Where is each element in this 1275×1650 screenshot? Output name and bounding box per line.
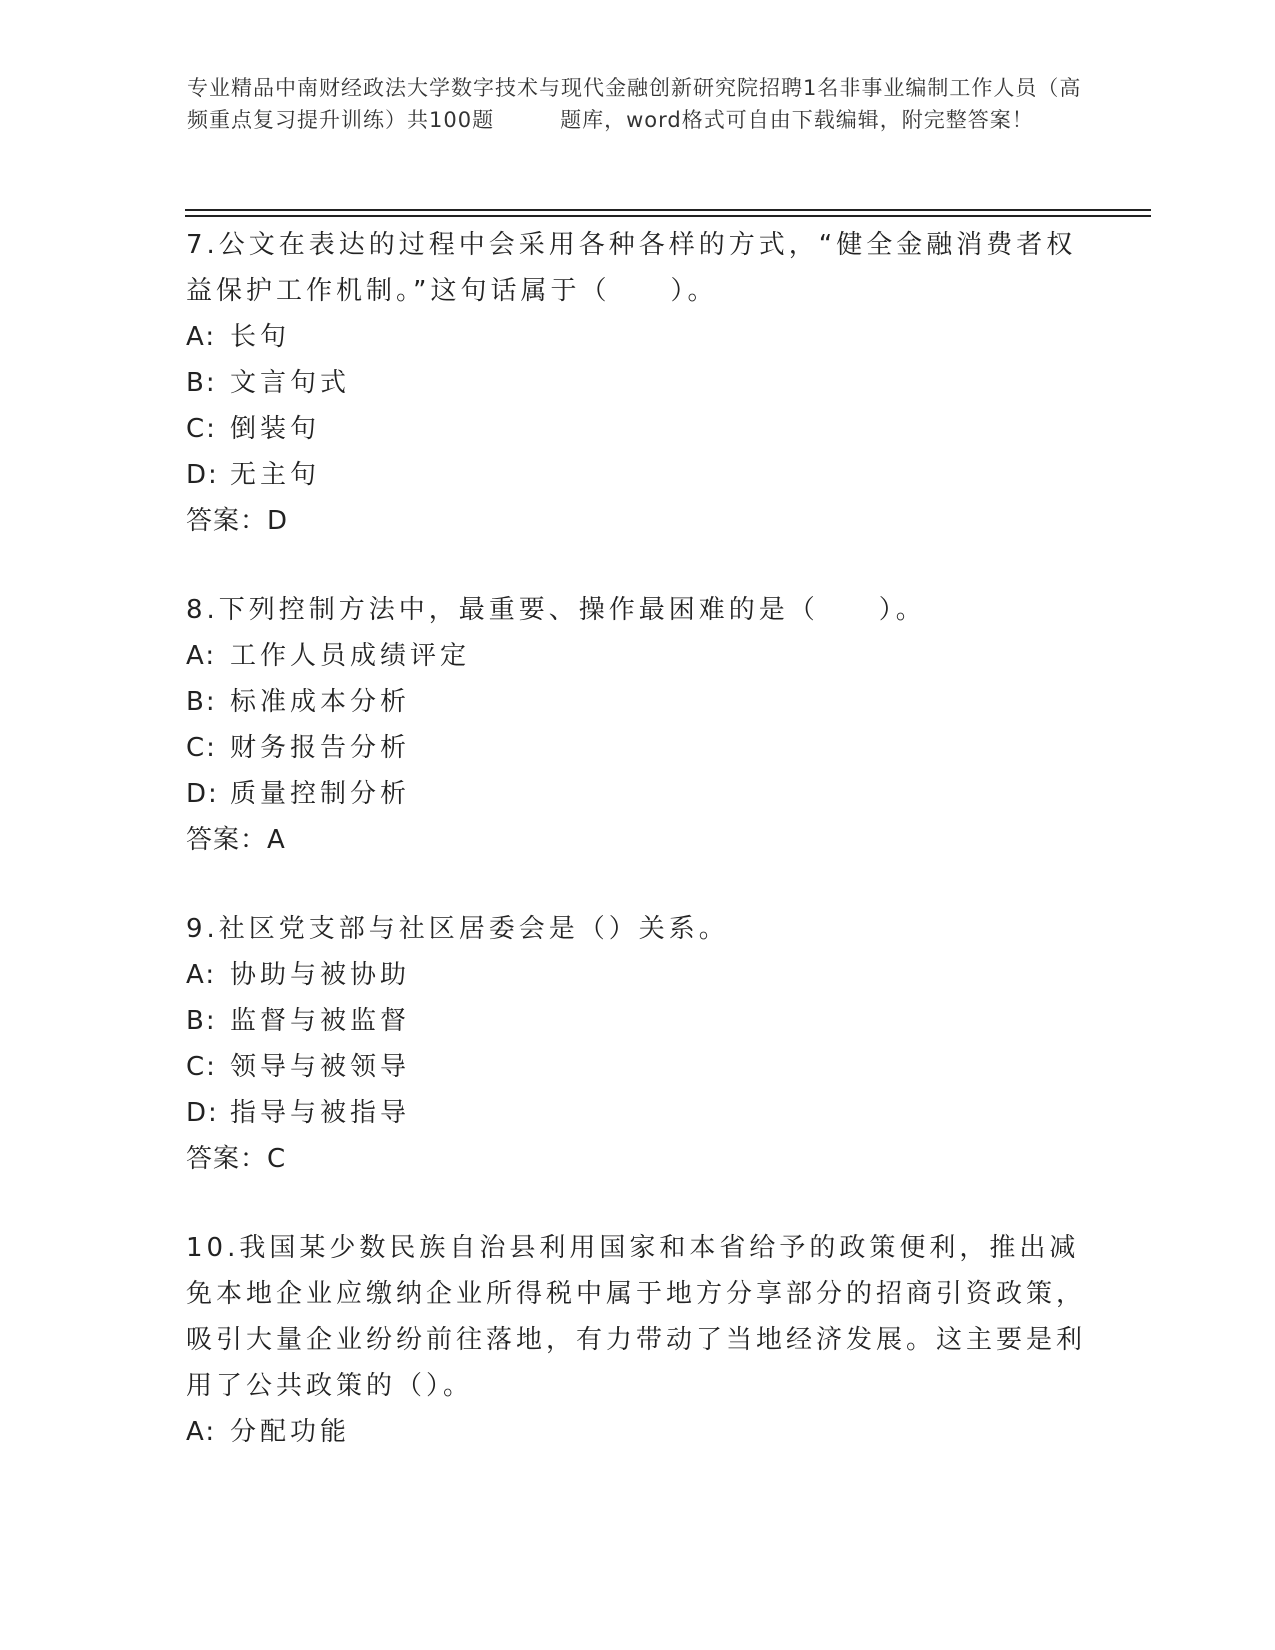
header-divider-top [185,209,1151,211]
option-label: B: [186,687,217,717]
option-c [186,1044,1086,1090]
option-label: D: [186,779,219,809]
option-label: C: [186,733,217,763]
option-label: C: [186,414,217,444]
option-text: 无主句 [230,460,321,490]
option-text: 财务报告分析 [230,733,411,763]
option-d [186,1090,1086,1136]
option-c [186,406,1086,452]
answer: 答案：D [186,506,289,536]
question-text: 10.我国某少数民族自治县利用国家和本省给予的政策便利，推出减免本地企业应缴纳企业所得税中属于地方分享部分的招商引资政策，吸引大量企业纷纷前往落地，有力带动了当地经济发展。这主要是利用了公共政策的（）。 [186,1233,1087,1401]
option-a [186,952,1086,998]
option-text: 监督与被监督 [230,1006,411,1036]
option-text: 工作人员成绩评定 [230,641,471,671]
option-text: 倒装句 [230,414,321,444]
header-divider-bottom [185,215,1151,217]
option-label: D: [186,460,219,490]
option-text: 分配功能 [230,1417,351,1447]
question-text: 9.社区党支部与社区居委会是（）关系。 [186,914,729,944]
answer: 答案：C [186,1144,287,1174]
option-label: B: [186,1006,217,1036]
option-label: A: [186,960,217,990]
option-a [186,1409,1086,1455]
option-label: B: [186,368,217,398]
option-text: 标准成本分析 [230,687,411,717]
option-b [186,360,1086,406]
document-header [187,72,1087,136]
option-b [186,679,1086,725]
option-c [186,725,1086,771]
question-8 [186,587,1086,863]
option-text: 指导与被指导 [230,1098,411,1128]
option-text: 文言句式 [230,368,351,398]
option-text: 领导与被领导 [230,1052,411,1082]
option-b [186,998,1086,1044]
option-d [186,771,1086,817]
option-label: C: [186,1052,217,1082]
question-text: 7.公文在表达的过程中会采用各种各样的方式，“健全金融消费者权益保护工作机制。”这句话属于（ ）。 [186,230,1077,306]
question-10 [186,1225,1086,1455]
question-9 [186,906,1086,1182]
option-label: D: [186,1098,219,1128]
option-label: A: [186,1417,217,1447]
option-a [186,633,1086,679]
option-d [186,452,1086,498]
option-label: A: [186,322,217,352]
option-text: 协助与被协助 [230,960,411,990]
option-text: 质量控制分析 [230,779,411,809]
question-list [186,222,1086,1498]
option-a [186,314,1086,360]
question-text: 8.下列控制方法中，最重要、操作最困难的是（ ）。 [186,595,926,625]
option-text: 长句 [230,322,291,352]
answer: 答案：A [186,825,286,855]
option-label: A: [186,641,217,671]
question-7 [186,222,1086,544]
header-title: 专业精品中南财经政法大学数字技术与现代金融创新研究院招聘1名非事业编制工作人员（高频重点复习提升训练）共100题 题库，word格式可自由下载编辑，附完整答案！ [187,76,1082,132]
